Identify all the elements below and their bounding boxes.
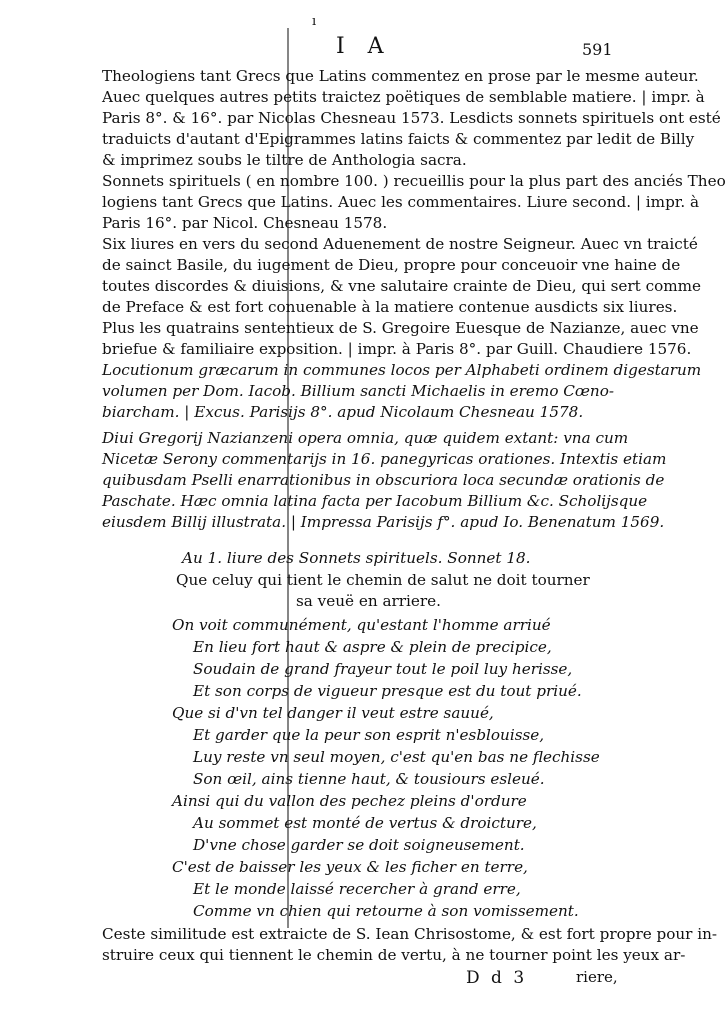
verse-line: Ainsi qui du vallon des pechez pleins d'ordure — [172, 792, 527, 810]
verse-line: En lieu fort haut & aspre & plein de precipice, — [193, 638, 552, 656]
verse-line: Soudain de grand frayeur tout le poil luy herisse, — [193, 660, 573, 678]
text-line: traduicts d'autant d'Epigrammes latins faicts & commentez par ledit de Billy — [102, 130, 695, 148]
text-line: biarcham. | Excus. Parisijs 8°. apud Nicolaum Chesneau 1578. — [102, 403, 584, 421]
sonnet-subtitle: Que celuy qui tient le chemin de salut ne doit tourner — [176, 571, 590, 589]
text-line: Auec quelques autres petits traictez poëtiques de semblable matiere. | impr. à — [102, 88, 705, 106]
text-line: Paris 8°. & 16°. par Nicolas Chesneau 1573. Lesdicts sonnets spirituels ont esté — [102, 109, 721, 127]
header-mark: ı — [312, 14, 317, 29]
verse-line: Luy reste vn seul moyen, c'est qu'en bas ne flechisse — [193, 748, 600, 766]
text-line: de sainct Basile, du iugement de Dieu, propre pour conceuoir vne haine de — [102, 256, 681, 274]
verse-line: Que si d'vn tel danger il veut estre sauué, — [172, 704, 494, 722]
text-line: eiusdem Billij illustrata. | Impressa Parisijs f°. apud Io. Benenatum 1569. — [102, 513, 665, 531]
text-line: Nicetæ Serony commentarijs in 16. panegyricas orationes. Intextis etiam — [102, 450, 667, 468]
verse-line: Et son corps de vigueur presque est du tout priué. — [193, 682, 582, 700]
verse-line: On voit communément, qu'estant l'homme arriué — [172, 616, 551, 634]
text-line: Paris 16°. par Nicol. Chesneau 1578. — [102, 214, 388, 232]
verse-line: Son œil, ains tienne haut, & tousiours esleué. — [193, 770, 545, 788]
text-line: toutes discordes & diuisions, & vne salutaire crainte de Dieu, qui sert comme — [102, 277, 702, 295]
verse-line: Comme vn chien qui retourne à son vomissement. — [193, 902, 579, 920]
verse-line: Et le monde laissé recercher à grand erre, — [193, 880, 521, 898]
text-line: de Preface & est fort conuenable à la matiere contenue ausdicts six liures. — [102, 298, 678, 316]
text-line: Sonnets spirituels ( en nombre 100. ) recueillis pour la plus part des anciés Theo — [102, 172, 726, 190]
text-line: Six liures en vers du second Aduenement de nostre Seigneur. Auec vn traicté — [102, 235, 698, 253]
text-line: logiens tant Grecs que Latins. Auec les commentaires. Liure second. | impr. à — [102, 193, 700, 211]
text-line: Locutionum græcarum in communes locos per Alphabeti ordinem digestarum — [102, 361, 702, 379]
text-line: struire ceux qui tiennent le chemin de vertu, à ne tourner point les yeux ar- — [102, 946, 686, 964]
text-line: Plus les quatrains sententieux de S. Gregoire Euesque de Nazianze, auec vne — [102, 319, 699, 337]
text-line: volumen per Dom. Iacob. Billium sancti Michaelis in eremo Cœno- — [102, 382, 614, 400]
text-line: Theologiens tant Grecs que Latins commentez en prose par le mesme auteur. — [102, 67, 699, 85]
sonnet-subtitle: sa veuë en arriere. — [296, 592, 441, 610]
text-line: & imprimez soubs le tiltre de Anthologia sacra. — [102, 151, 467, 169]
text-line: Ceste similitude est extraicte de S. Iean Chrisostome, & est fort propre pour in- — [102, 925, 718, 943]
verse-line: Et garder que la peur son esprit n'esblouisse, — [193, 726, 545, 744]
running-title: I A — [336, 34, 392, 59]
text-line: briefue & familiaire exposition. | impr. à Paris 8°. par Guill. Chaudiere 1576. — [102, 340, 692, 358]
catchword: riere, — [576, 968, 618, 986]
verse-line: Au sommet est monté de vertus & droicture, — [193, 814, 537, 832]
page-number: 591 — [582, 40, 613, 59]
verse-line: C'est de baisser les yeux & les ficher en terre, — [172, 858, 528, 876]
text-line: Paschate. Hæc omnia latina facta per Iacobum Billium &c. Scholijsque — [102, 492, 648, 510]
text-line: quibusdam Pselli enarrationibus in obscuriora loca secundæ orationis de — [102, 471, 665, 489]
signature-mark: D d 3 — [466, 968, 528, 988]
sonnet-heading: Au 1. liure des Sonnets spirituels. Sonnet 18. — [182, 549, 531, 567]
text-line: Diui Gregorij Nazianzeni opera omnia, quæ quidem extant: vna cum — [102, 429, 629, 447]
verse-line: D'vne chose garder se doit soigneusement. — [193, 836, 525, 854]
